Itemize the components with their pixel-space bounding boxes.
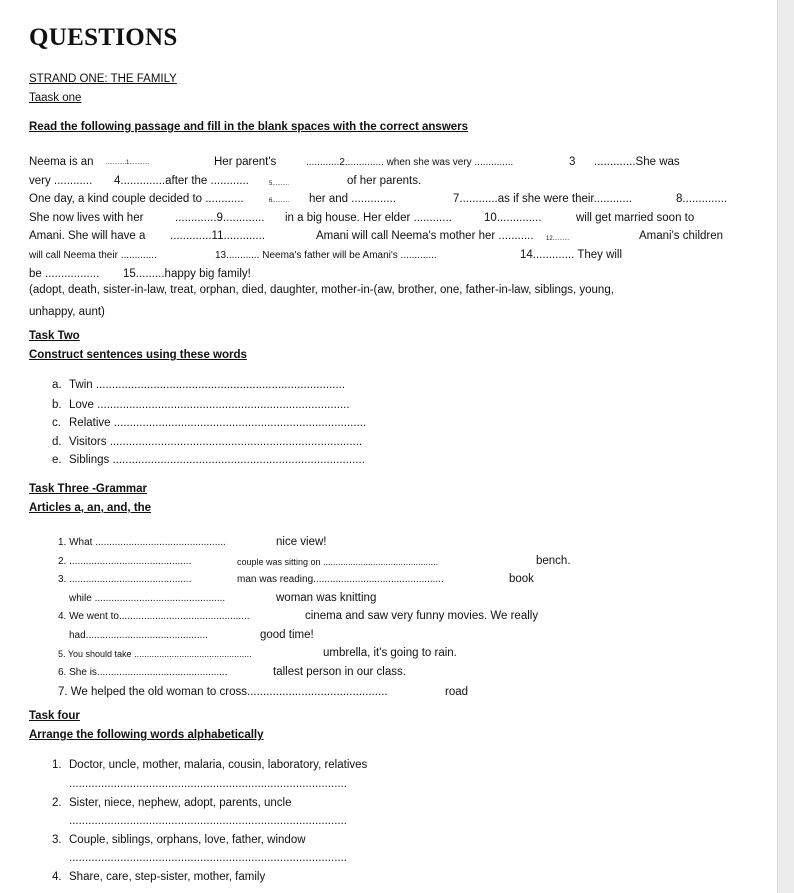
task-four-heading: Task four bbox=[29, 710, 80, 722]
list-item: Love ............................................................................... bbox=[69, 399, 350, 411]
blank-9: .............9............. bbox=[175, 212, 265, 224]
grammar-item: 3. ............................................ bbox=[58, 574, 192, 585]
task-four-instruction: Arrange the following words alphabetically bbox=[29, 729, 264, 741]
passage-text: Amani will call Neema's mother her ........... bbox=[316, 230, 534, 242]
grammar-item: umbrella, it's going to rain. bbox=[323, 647, 457, 659]
answer-line: ....................................................................................... bbox=[69, 815, 347, 827]
list-marker: c. bbox=[52, 417, 61, 429]
answer-line: ....................................................................................... bbox=[69, 852, 347, 864]
grammar-item: 4. We went to............................................... bbox=[58, 611, 250, 622]
grammar-item: woman was knitting bbox=[276, 592, 377, 604]
grammar-item: 5. You should take ............................................... bbox=[58, 649, 252, 659]
grammar-item: while ............................................... bbox=[69, 593, 226, 604]
passage-text: 14............. They will bbox=[520, 249, 623, 261]
grammar-item: couple was sitting on .............................................. bbox=[237, 557, 439, 567]
blank-5: 5.......... bbox=[269, 181, 290, 187]
grammar-item: good time! bbox=[260, 629, 314, 641]
list-marker: 1. bbox=[52, 759, 62, 771]
passage-text: very ............ bbox=[29, 175, 93, 187]
grammar-item: 1. What ............................................... bbox=[58, 537, 226, 548]
passage-text: of her parents. bbox=[347, 175, 422, 187]
list-marker: a. bbox=[52, 379, 62, 391]
list-item: Visitors ............................................................................... bbox=[69, 436, 363, 448]
list-item: Twin .............................................................................. bbox=[69, 379, 346, 391]
passage-text: will get married soon to bbox=[576, 212, 695, 224]
passage-text: She now lives with her bbox=[29, 212, 144, 224]
list-item: Share, care, step-sister, mother, family bbox=[69, 871, 266, 883]
task-three-subheading: Articles a, an, and, the bbox=[29, 502, 152, 514]
task-one-instruction: Read the following passage and fill in the blank spaces with the correct answers bbox=[29, 121, 469, 133]
passage-text: her and .............. bbox=[309, 193, 396, 205]
blank-1: ............1............ bbox=[106, 160, 150, 166]
passage-text: in a big house. Her elder ............ bbox=[285, 212, 452, 224]
list-item: Couple, siblings, orphans, love, father, window bbox=[69, 834, 306, 846]
grammar-item: had............................................ bbox=[69, 630, 208, 641]
grammar-item: 2. ............................................ bbox=[58, 556, 192, 567]
blank-6: 6.......... bbox=[269, 198, 290, 204]
list-marker: 3. bbox=[52, 834, 62, 846]
blank-8: 8.............. bbox=[676, 193, 728, 205]
passage-text: .............She was bbox=[594, 156, 680, 168]
passage-text: Amani's children bbox=[639, 230, 724, 242]
blank-3: 3 bbox=[569, 156, 576, 168]
grammar-item: 6. She is............................................... bbox=[58, 667, 228, 678]
grammar-item: man was reading............................................... bbox=[237, 574, 444, 585]
passage-text: One day, a kind couple decided to ............ bbox=[29, 193, 244, 205]
passage-text: 13............ Neema's father will be Amani's ............. bbox=[215, 250, 437, 261]
blank-12: 12.......... bbox=[546, 236, 570, 242]
strand-heading: STRAND ONE: THE FAMILY bbox=[29, 73, 177, 85]
list-item: Sister, niece, nephew, adopt, parents, uncle bbox=[69, 797, 292, 809]
grammar-item: 7. We helped the old woman to cross............................................ bbox=[58, 686, 388, 698]
passage-text: Amani. She will have a bbox=[29, 230, 146, 242]
list-marker: d. bbox=[52, 436, 62, 448]
grammar-item: road bbox=[445, 686, 469, 698]
page-title: QUESTIONS bbox=[29, 24, 178, 51]
word-bank: (adopt, death, sister-in-law, treat, orphan, died, daughter, mother-in-(aw, brother, one, father-in-law, siblings, young, bbox=[29, 284, 614, 296]
list-marker: e. bbox=[52, 454, 62, 466]
task-two-instruction: Construct sentences using these words bbox=[29, 349, 247, 361]
list-marker: 2. bbox=[52, 797, 62, 809]
list-item: Siblings ............................................................................... bbox=[69, 454, 365, 466]
passage-text: 15.........happy big family! bbox=[123, 268, 251, 280]
task-one-heading: Taask one bbox=[29, 92, 82, 104]
list-marker: 4. bbox=[52, 871, 62, 883]
grammar-item: bench. bbox=[536, 555, 571, 567]
task-three-heading: Task Three -Grammar bbox=[29, 483, 148, 495]
grammar-item: nice view! bbox=[276, 536, 327, 548]
passage-text: 4..............after the ............ bbox=[114, 175, 249, 187]
task-two-heading: Task Two bbox=[29, 330, 80, 342]
word-bank: unhappy, aunt) bbox=[29, 306, 105, 318]
vertical-scrollbar[interactable] bbox=[777, 0, 794, 893]
list-item: Doctor, uncle, mother, malaria, cousin, laboratory, relatives bbox=[69, 759, 368, 771]
passage-text: Neema is an bbox=[29, 156, 94, 168]
passage-text: Her parent's bbox=[214, 156, 277, 168]
answer-line: ....................................................................................... bbox=[69, 778, 347, 790]
grammar-item: cinema and saw very funny movies. We really bbox=[305, 610, 539, 622]
blank-11: .............11............. bbox=[170, 230, 266, 242]
passage-text: 7............as if she were their............ bbox=[453, 193, 632, 205]
grammar-item: book bbox=[509, 573, 534, 585]
passage-text: ............2.............. when she was very .............. bbox=[306, 157, 514, 168]
grammar-item: tallest person in our class. bbox=[273, 666, 406, 678]
list-item: Relative ............................................................................... bbox=[69, 417, 367, 429]
list-marker: b. bbox=[52, 399, 62, 411]
passage-text: will call Neema their ............. bbox=[29, 250, 157, 261]
passage-text: be ................. bbox=[29, 268, 100, 280]
blank-10: 10.............. bbox=[484, 212, 542, 224]
